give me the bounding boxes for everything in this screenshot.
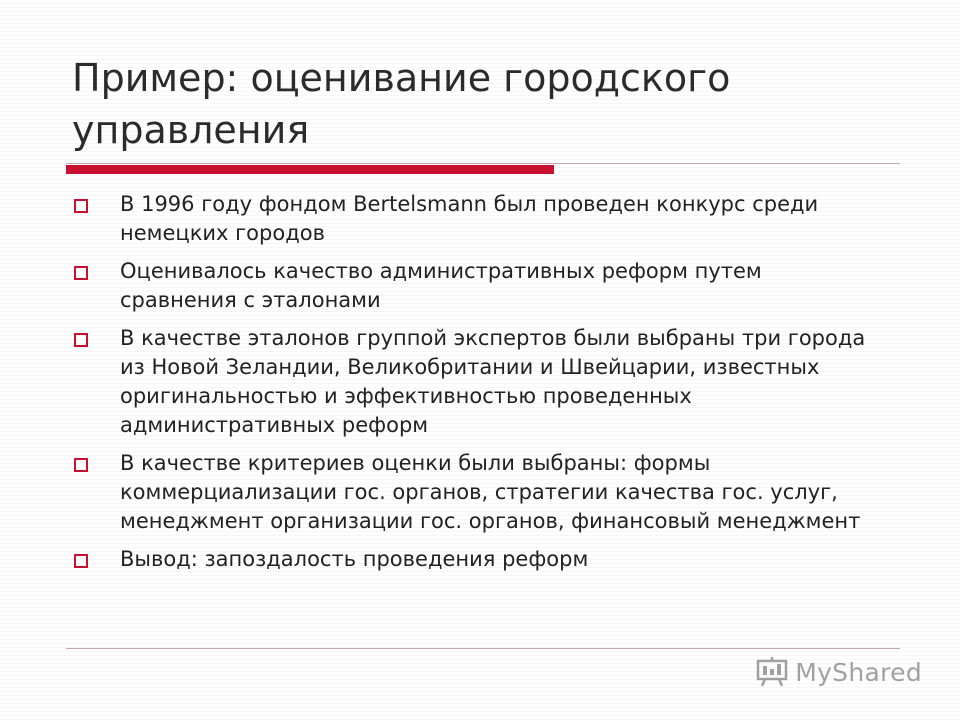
title-divider-accent bbox=[66, 165, 554, 174]
bullet-item bbox=[72, 190, 872, 248]
bullet-text: Оценивалось качество административных реформ путем сравнения с эталонами bbox=[120, 259, 762, 312]
square-bullet-icon bbox=[74, 199, 88, 213]
watermark-text: MyShared bbox=[795, 657, 922, 687]
bullet-text: В качестве эталонов группой экспертов были выбраны три города из Новой Зеландии, Великобритании и Швейцарии, известных оригинальностью и эффективностью проведенных административных реформ bbox=[120, 326, 866, 437]
title-divider-thin bbox=[66, 163, 900, 164]
square-bullet-icon bbox=[74, 333, 88, 347]
bullet-text: В качестве критериев оценки были выбраны: формы коммерциализации гос. органов, стратегии качества гос. услуг, менеджмент организации гос. органов, финансовый менеджмент bbox=[120, 451, 861, 533]
bullet-list bbox=[72, 190, 872, 583]
presentation-board-icon bbox=[755, 655, 789, 689]
bullet-text: Вывод: запоздалость проведения реформ bbox=[120, 547, 589, 571]
slide-title: Пример: оценивание городского управления bbox=[72, 56, 731, 152]
bullet-item bbox=[72, 449, 872, 536]
bullet-item bbox=[72, 324, 872, 440]
square-bullet-icon bbox=[74, 554, 88, 568]
bullet-item bbox=[72, 257, 872, 315]
square-bullet-icon bbox=[74, 266, 88, 280]
bullet-text: В 1996 году фондом Bertelsmann был проведен конкурс среди немецких городов bbox=[120, 192, 819, 245]
footer-divider bbox=[66, 648, 900, 649]
square-bullet-icon bbox=[74, 458, 88, 472]
bullet-item bbox=[72, 545, 872, 574]
watermark bbox=[755, 655, 922, 689]
